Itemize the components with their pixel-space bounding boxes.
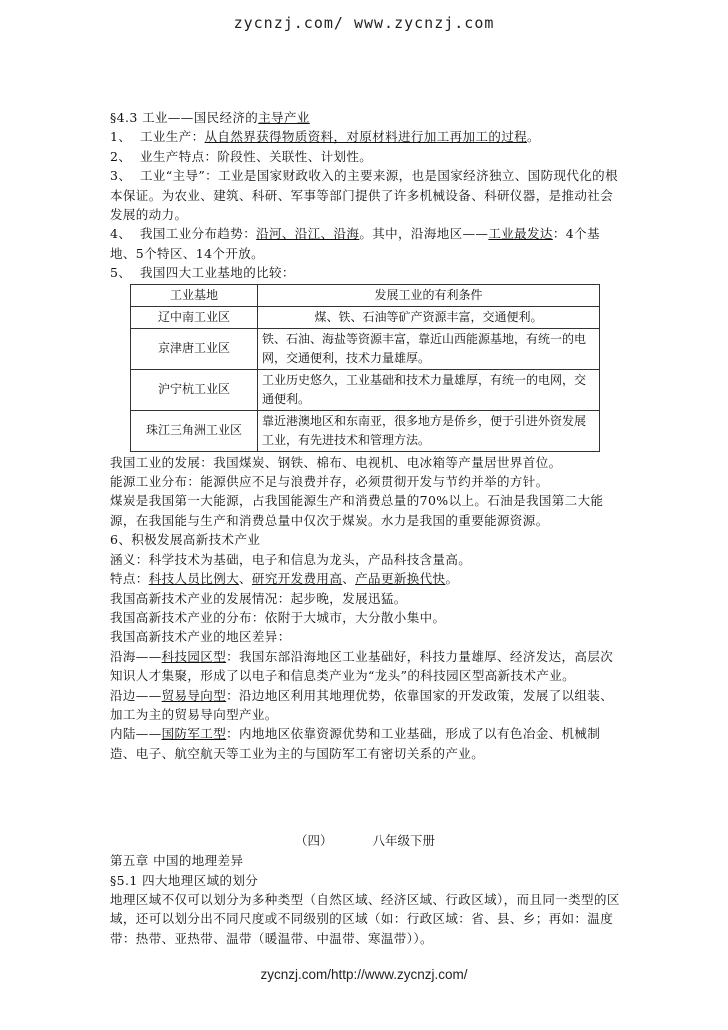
region-cell: 京津唐工业区 [131,328,258,369]
region-cell: 珠江三角洲工业区 [131,410,258,451]
section-5-1-title: §5.1 四大地理区域的划分 [110,872,259,888]
item-3: 3、 工业“主导”：工业是国家财政收入的主要来源，也是国家经济独立、国防现代化的根本保证。为农业、建筑、科研、军事等部门提供了许多机械设备、科研仪器，是推动社会发展的动力。 [110,168,618,223]
hightech-distribution: 我国高新技术产业的分布：依附于大城市，大分散小集中。 [110,609,446,625]
region-cell: 辽中南工业区 [131,306,258,328]
table-row [131,369,600,410]
conditions-cell: 煤、铁、石油等矿产资源丰富，交通便利。 [258,306,600,328]
hightech-features: 特点：科技人员比例大、研究开发费用高、产品更新换代快。 [110,571,459,587]
table-row [131,410,600,451]
region-cell: 沪宁杭工业区 [131,369,258,410]
chapter-5-paragraph: 地理区域不仅可以划分为多种类型（自然区域、经济区域、行政区域），而且同一类型的区域，还可以划分出不同尺度或不同级别的区域（如：行政区域：省、县、乡；再如：温度带：热带、亚热带、温带（暖温带、中温带、寒温带））。 [110,891,620,946]
hightech-situation: 我国高新技术产业的发展情况：起步晚，发展迅猛。 [110,590,407,606]
conditions-cell: 工业历史悠久，工业基础和技术力量雄厚，有统一的电网，交通便利。 [258,369,600,410]
underlined-term: 国防军工型 [161,726,227,742]
table-row [131,328,600,369]
industry-development: 我国工业的发展：我国煤炭、钢铁、棉布、电视机、电冰箱等产量居世界首位。 [110,454,562,470]
table-header-row [131,284,600,306]
chapter-5-title: 第五章 中国的地理差异 [110,853,244,869]
underlined-term: 科技园区型 [161,648,227,664]
coal-paragraph: 煤炭是我国第一大能源，占我国能源生产和消费总量的70%以上。石油是我国第二大能源，在我国能与生产和消费总量中仅次于煤炭。水力是我国的重要能源资源。 [110,493,604,528]
underlined-term: 研究开发费用高 [251,571,343,587]
section-4-3-title: §4.3 工业——国民经济的主导产业 [110,110,310,125]
hightech-differences: 我国高新技术产业的地区差异： [110,629,291,645]
conditions-cell: 靠近港澳地区和东南亚，很多地方是侨乡，便于引进外资发展工业，有先进技术和管理方法。 [258,410,600,451]
document-body [110,108,620,948]
table-header-cell: 发展工业的有利条件 [258,284,600,306]
page-header: zycnzj.com/ www.zycnzj.com [233,14,495,32]
grade-label: 八年级下册 [372,833,436,849]
inland-type: 内陆——国防军工型：内地地区依靠资源优势和工业基础，形成了以有色冶金、机械制造、电子、航空航天等工业为主的与国防军工有密切关系的产业。 [110,726,601,761]
page-footer: zycnzj.com/http://www.zycnzj.com/ [260,967,468,982]
hightech-meaning: 涵义：科学技术为基础，电子和信息为龙头，产品科技含量高。 [110,551,472,567]
underlined-term: 从自然界获得物质资料，对原材料进行加工再加工的过程 [204,129,528,145]
underlined-term: 产品更新换代快 [355,571,446,587]
part-heading [110,831,620,849]
industrial-bases-table [130,284,600,452]
underlined-term: 贸易导向型 [161,687,227,703]
underlined-term: 工业最发达 [488,226,553,242]
underlined-term: 主导产业 [258,110,310,125]
coastal-type: 沿海——科技园区型：我国东部沿海地区工业基础好，科技力量雄厚、经济发达，高层次知识人才集聚，形成了以电子和信息类产业为“龙头”的科技园区型高新技术产业。 [110,648,614,684]
item-1: 1、 工业生产：从自然界获得物质资料，对原材料进行加工再加工的过程。 [110,129,540,145]
item-2: 2、 业生产特点：阶段性、关联性、计划性。 [110,148,373,164]
item-5: 5、 我国四大工业基地的比较： [110,265,295,281]
underlined-term: 沿河、沿江、沿海 [256,226,360,242]
conditions-cell: 铁、石油、海盐等资源丰富，靠近山西能源基地，有统一的电网，交通便利，技术力量雄厚。 [258,328,600,369]
item-6-title: 6、积极发展高新技术产业 [110,532,261,548]
table-header-cell: 工业基地 [131,284,258,306]
item-4: 4、 我国工业分布趋势：沿河、沿江、沿海。其中，沿海地区——工业最发达：4个基地、5个特区、14个开放。 [110,226,600,261]
underlined-term: 科技人员比例大 [148,571,240,587]
energy-distribution: 能源工业分布：能源供应不足与浪费并存，必须贯彻开发与节约并举的方针。 [110,474,549,490]
part-number: （四） [294,833,333,849]
table-row [131,306,600,328]
border-type: 沿边——贸易导向型：沿边地区利用其地理优势，依靠国家的开发政策，发展了以组装、加工为主的贸易导向型产业。 [110,687,614,722]
